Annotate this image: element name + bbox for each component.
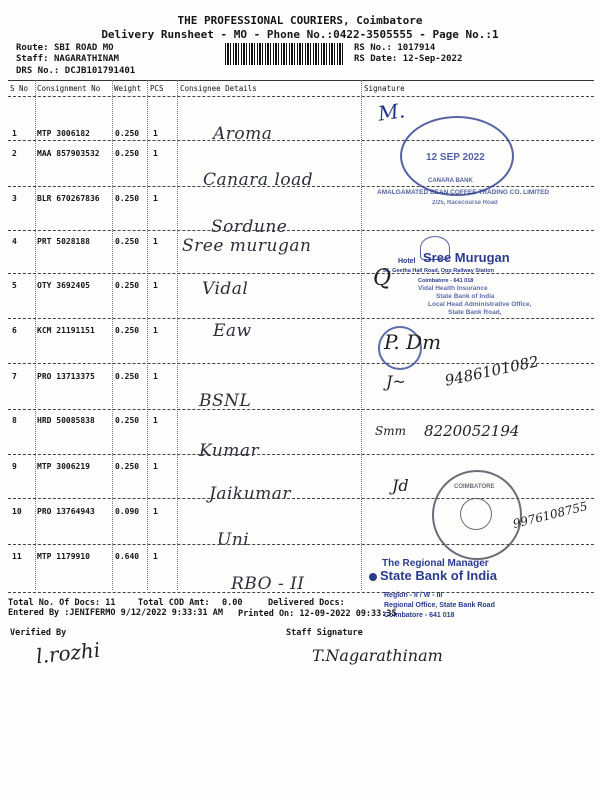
col-pcs: PCS bbox=[150, 84, 164, 93]
row-sno: 11 bbox=[12, 552, 22, 561]
stamp-ring-text: COIMBATORE bbox=[454, 484, 495, 490]
row-weight: 0.250 bbox=[115, 129, 140, 138]
signature-scribble: Q bbox=[373, 266, 392, 291]
row-sno: 1 bbox=[12, 129, 17, 138]
row-consignee: Kumar bbox=[199, 441, 260, 461]
row-consignment: BLR 670267836 bbox=[37, 194, 100, 203]
total-cod-label: Total COD Amt: bbox=[138, 598, 210, 608]
entered-by: Entered By :JENIFERMO 9/12/2022 9:33:31 AM bbox=[8, 608, 223, 618]
row-consignment: MAA 857903532 bbox=[37, 149, 100, 158]
total-docs: Total No. Of Docs: 11 bbox=[8, 598, 116, 608]
staff-signature-label: Staff Signature bbox=[286, 628, 363, 638]
row-rule bbox=[8, 273, 594, 274]
row-consignee: Aroma bbox=[213, 124, 273, 144]
row-weight: 0.250 bbox=[115, 372, 140, 381]
company-stamp-address: 2/25, Racecourse Road bbox=[432, 200, 498, 206]
staff-label: Staff: bbox=[16, 54, 49, 64]
row-consignee: BSNL bbox=[199, 391, 252, 411]
row-pcs: 1 bbox=[153, 237, 158, 246]
staff-handwritten-signature: T.Nagarathinam bbox=[312, 646, 443, 665]
row-weight: 0.640 bbox=[115, 552, 140, 561]
stamp-ring-text: CANARA BANK bbox=[428, 178, 473, 184]
row-consignment: PRO 13764943 bbox=[37, 507, 95, 516]
row-sno: 9 bbox=[12, 462, 17, 471]
signature-scribble: M. bbox=[376, 98, 407, 126]
barcode bbox=[225, 43, 343, 65]
rs-no-value: 1017914 bbox=[397, 43, 436, 53]
row-consignment: OTY 3692405 bbox=[37, 281, 90, 290]
signature-scribble: Smm bbox=[375, 424, 406, 438]
company-title: THE PROFESSIONAL COURIERS, Coimbatore bbox=[177, 14, 423, 27]
row-consignment: MTP 3006219 bbox=[37, 462, 90, 471]
signature-scribble: Jd bbox=[392, 476, 409, 495]
col-signature: Signature bbox=[364, 84, 405, 93]
vidal-stamp-1: Vidal Health Insurance bbox=[418, 285, 488, 292]
sbi-stamp-title: The Regional Manager bbox=[382, 558, 489, 569]
drs-label: DRS No.: bbox=[16, 66, 60, 76]
rs-no-label: RS No.: bbox=[354, 43, 392, 53]
row-consignee: Vidal bbox=[202, 279, 249, 299]
contact-number: 9976108755 bbox=[511, 498, 589, 532]
row-sno: 4 bbox=[12, 237, 17, 246]
rs-no-line bbox=[354, 43, 435, 53]
row-rule bbox=[8, 186, 594, 187]
row-weight: 0.250 bbox=[115, 326, 140, 335]
rs-date-line bbox=[354, 54, 462, 64]
printed-on: Printed On: 12-09-2022 09:33:35 bbox=[238, 609, 397, 619]
row-weight: 0.250 bbox=[115, 416, 140, 425]
row-consignee: Uni bbox=[217, 530, 250, 550]
table-header-rule bbox=[8, 96, 594, 97]
row-sno: 2 bbox=[12, 149, 17, 158]
company-stamp-line: AMALGAMATED BEAN COFFEE TRADING CO. LIMITED bbox=[377, 189, 550, 196]
row-weight: 0.250 bbox=[115, 281, 140, 290]
row-sno: 10 bbox=[12, 507, 22, 516]
route-value: SBI ROAD MO bbox=[53, 43, 114, 53]
staff-line bbox=[16, 54, 119, 64]
row-weight: 0.250 bbox=[115, 149, 140, 158]
row-pcs: 1 bbox=[153, 552, 158, 561]
row-consignment: HRD 50085838 bbox=[37, 416, 95, 425]
stamp-inner-ring bbox=[460, 498, 492, 530]
row-consignment: KCM 21191151 bbox=[37, 326, 95, 335]
row-consignment: MTP 1179910 bbox=[37, 552, 90, 561]
row-weight: 0.250 bbox=[115, 237, 140, 246]
row-weight: 0.090 bbox=[115, 507, 140, 516]
verified-by-label: Verified By bbox=[10, 628, 67, 638]
row-pcs: 1 bbox=[153, 194, 158, 203]
hotel-address-1: 56, Geetha Hall Road, Opp Railway Station bbox=[383, 268, 494, 274]
hotel-name: Sree Murugan bbox=[423, 250, 510, 265]
row-rule bbox=[8, 592, 594, 593]
signature-scribble: P. Dm bbox=[384, 330, 442, 354]
col-divider bbox=[361, 80, 362, 590]
row-sno: 6 bbox=[12, 326, 17, 335]
row-rule bbox=[8, 454, 594, 455]
sbi-logo-icon bbox=[369, 573, 377, 581]
route-label: Route: bbox=[16, 43, 49, 53]
col-weight: Weight bbox=[114, 84, 142, 93]
row-sno: 3 bbox=[12, 194, 17, 203]
row-sno: 8 bbox=[12, 416, 17, 425]
rs-date-value: 12-Sep-2022 bbox=[402, 54, 463, 64]
row-rule bbox=[8, 230, 594, 231]
row-pcs: 1 bbox=[153, 462, 158, 471]
row-pcs: 1 bbox=[153, 416, 158, 425]
row-sno: 5 bbox=[12, 281, 17, 290]
vidal-stamp-3: Local Head Administrative Office, bbox=[428, 301, 532, 308]
col-consignee: Consignee Details bbox=[180, 84, 257, 93]
staff-value: NAGARATHINAM bbox=[53, 54, 119, 64]
row-consignment: PRT 5028188 bbox=[37, 237, 90, 246]
route-line bbox=[16, 43, 114, 53]
row-consignee: Eaw bbox=[213, 321, 252, 341]
contact-number: 9486101082 bbox=[443, 352, 541, 390]
row-rule bbox=[8, 409, 594, 410]
vidal-stamp-4: State Bank Road, bbox=[448, 309, 502, 316]
stamp-date: 12 SEP 2022 bbox=[426, 152, 485, 163]
drs-line bbox=[16, 66, 135, 76]
sbi-stamp-address: Regional Office, State Bank Road bbox=[384, 602, 495, 609]
row-pcs: 1 bbox=[153, 507, 158, 516]
total-cod-value: 0.00 bbox=[222, 598, 243, 608]
rs-date-label: RS Date: bbox=[354, 54, 398, 64]
drs-value: DCJB101791401 bbox=[64, 66, 136, 76]
hotel-address-2: Coimbatore - 641 018 bbox=[418, 278, 474, 284]
row-consignee: Sordune bbox=[211, 217, 288, 237]
col-consignment: Consignment No bbox=[37, 84, 101, 93]
company-round-stamp bbox=[432, 470, 522, 560]
table-top-rule bbox=[8, 80, 594, 81]
row-consignee: Sree murugan bbox=[182, 236, 312, 256]
sbi-stamp-city: Coimbatore - 641 018 bbox=[384, 612, 455, 619]
row-pcs: 1 bbox=[153, 281, 158, 290]
row-pcs: 1 bbox=[153, 149, 158, 158]
delivered-docs-label: Delivered Docs: bbox=[268, 598, 345, 608]
row-consignee: RBO - II bbox=[231, 574, 305, 594]
contact-number: 8220052194 bbox=[424, 422, 520, 440]
col-divider bbox=[147, 80, 148, 590]
row-pcs: 1 bbox=[153, 372, 158, 381]
row-pcs: 1 bbox=[153, 129, 158, 138]
row-consignee: Canara load bbox=[203, 170, 314, 190]
verifier-signature: l.rozhi bbox=[34, 637, 102, 669]
row-rule bbox=[8, 318, 594, 319]
row-consignment: PRO 13713375 bbox=[37, 372, 95, 381]
row-pcs: 1 bbox=[153, 326, 158, 335]
hotel-label: Hotel bbox=[398, 258, 416, 265]
col-divider bbox=[35, 80, 36, 590]
col-sno: S No bbox=[10, 84, 29, 93]
runsheet-subtitle: Delivery Runsheet - MO - Phone No.:0422-3505555 - Page No.:1 bbox=[101, 28, 499, 41]
row-weight: 0.250 bbox=[115, 194, 140, 203]
row-weight: 0.250 bbox=[115, 462, 140, 471]
sbi-stamp-region: Region - II / W - III bbox=[384, 592, 443, 599]
signature-scribble: J~ bbox=[386, 372, 406, 391]
sbi-stamp-name: State Bank of India bbox=[380, 568, 498, 583]
row-sno: 7 bbox=[12, 372, 17, 381]
row-consignment: MTP 3006182 bbox=[37, 129, 90, 138]
col-divider bbox=[112, 80, 113, 590]
canara-bank-stamp bbox=[400, 116, 514, 196]
row-consignee: Jaikumar bbox=[209, 484, 292, 504]
col-divider bbox=[177, 80, 178, 590]
vidal-stamp-2: State Bank of India bbox=[436, 293, 495, 300]
